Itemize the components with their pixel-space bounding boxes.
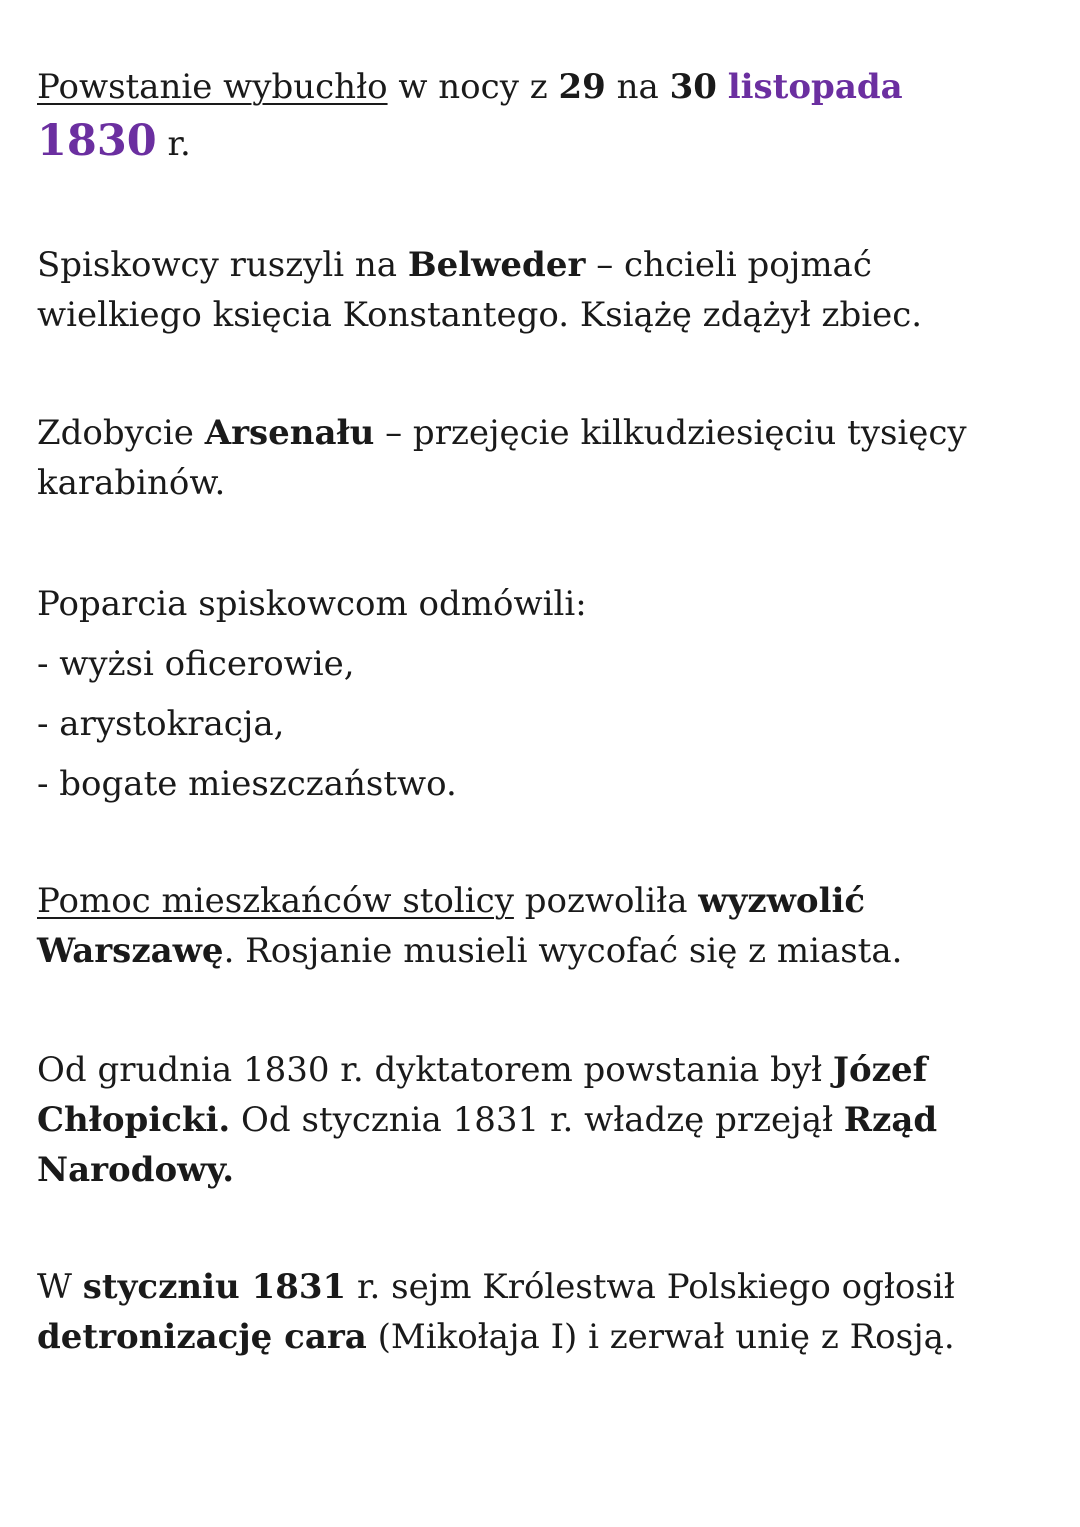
text: Od grudnia 1830 r. dyktatorem powstania był: [37, 1050, 833, 1090]
text: – przejęcie kilkudziesięciu tysięcy karabinów.: [37, 413, 967, 503]
text: . Rosjanie musieli wycofać się z miasta.: [223, 931, 903, 971]
text: Zdobycie: [37, 413, 205, 453]
paragraph-belweder: [37, 240, 1047, 340]
highlight-month: listopada: [727, 67, 903, 107]
paragraph-uprising-outbreak: [37, 62, 1047, 173]
bold-term: Józef Chłopicki.: [37, 1050, 928, 1140]
paragraph-dictator: [37, 1045, 1047, 1195]
text: pozwoliła: [513, 881, 699, 921]
bold-term: Belweder: [407, 245, 586, 285]
paragraph-dethronement: [37, 1262, 1047, 1362]
text: [717, 67, 728, 107]
bold-term: wyzwolić Warszawę: [37, 881, 866, 971]
text: W: [37, 1267, 83, 1307]
underlined-phrase: Pomoc mieszkańców stolicy: [37, 881, 514, 921]
list-item: - bogate mieszczaństwo.: [37, 764, 457, 804]
text: r. sejm Królestwa Polskiego ogłosił: [346, 1267, 955, 1307]
highlight-year: 1830: [37, 116, 157, 166]
bold-term: Arsenału: [204, 413, 375, 453]
year-line: [37, 112, 1047, 173]
list-heading: Poparcia spiskowcom odmówili:: [37, 584, 587, 624]
underlined-phrase: Powstanie wybuchło: [37, 67, 388, 107]
text: Spiskowcy ruszyli na: [37, 245, 408, 285]
text: na: [605, 67, 670, 107]
bold-date: 30: [669, 67, 717, 107]
bold-date: styczniu 1831: [82, 1267, 347, 1307]
text: r.: [156, 124, 191, 164]
text: – chcieli pojmać wielkiego księcia Konstantego. Książę zdążył zbiec.: [37, 245, 923, 335]
text: (Mikołaja I) i zerwał unię z Rosją.: [366, 1317, 955, 1357]
bold-term: detronizację cara: [37, 1317, 367, 1357]
bold-date: 29: [558, 67, 606, 107]
paragraph-arsenal: [37, 408, 1047, 508]
paragraph-refused-support: [37, 574, 1047, 814]
bold-term: Rząd Narodowy.: [37, 1100, 938, 1190]
list-item: - wyżsi oficerowie,: [37, 644, 355, 684]
text: w nocy z: [387, 67, 559, 107]
text: Od stycznia 1831 r. władzę przejął: [230, 1100, 844, 1140]
paragraph-warsaw-liberation: [37, 876, 1047, 976]
list-item: - arystokracja,: [37, 704, 285, 744]
